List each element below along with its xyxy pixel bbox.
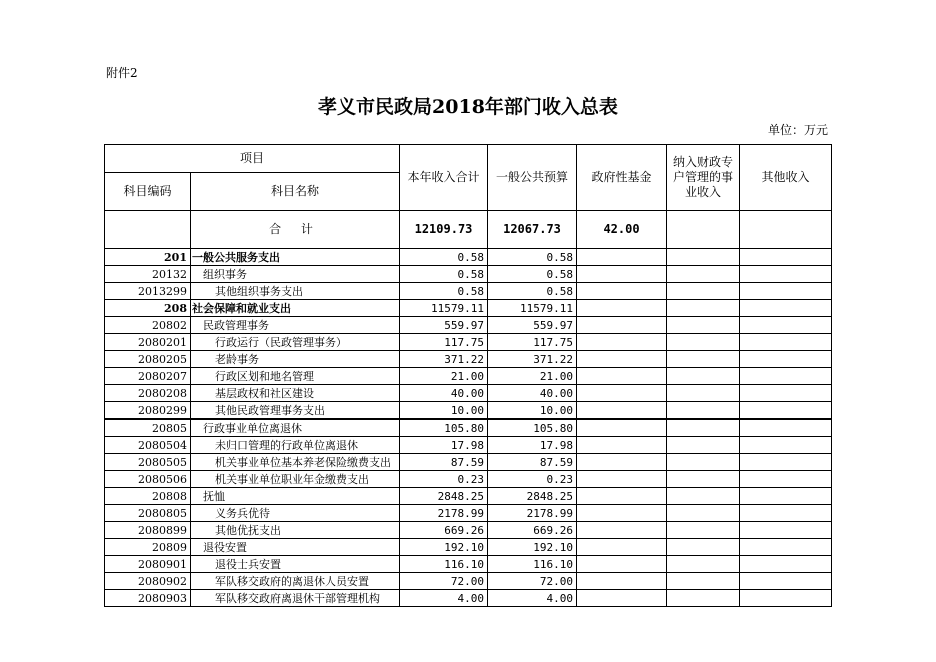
row-general-budget: 116.10 <box>488 556 577 573</box>
row-name: 抚恤 <box>191 488 400 505</box>
row-code: 2080205 <box>105 351 191 368</box>
row-code: 2080902 <box>105 573 191 590</box>
row-general-budget: 669.26 <box>488 522 577 539</box>
table-row <box>105 437 832 454</box>
header-item: 项目 <box>105 145 400 173</box>
row-special-account <box>667 454 740 471</box>
header-total: 本年收入合计 <box>400 145 488 211</box>
row-code: 20808 <box>105 488 191 505</box>
page-title: 孝义市民政局2018年部门收入总表 <box>318 96 618 118</box>
row-total: 117.75 <box>400 334 488 351</box>
row-total: 0.58 <box>400 283 488 300</box>
row-other-income <box>740 471 832 488</box>
revenue-table <box>104 144 832 607</box>
row-general-budget: 2178.99 <box>488 505 577 522</box>
row-total: 2178.99 <box>400 505 488 522</box>
total-label: 合 计 <box>191 211 400 249</box>
row-total: 371.22 <box>400 351 488 368</box>
row-gov-fund <box>577 488 667 505</box>
row-other-income <box>740 402 832 420</box>
row-other-income <box>740 590 832 607</box>
row-other-income <box>740 454 832 471</box>
row-special-account <box>667 539 740 556</box>
table-row <box>105 573 832 590</box>
row-name: 机关事业单位职业年金缴费支出 <box>191 471 400 488</box>
table-row <box>105 317 832 334</box>
table-row <box>105 505 832 522</box>
row-other-income <box>740 522 832 539</box>
row-name: 义务兵优待 <box>191 505 400 522</box>
table-row <box>105 419 832 437</box>
row-total: 2848.25 <box>400 488 488 505</box>
row-total: 116.10 <box>400 556 488 573</box>
row-gov-fund <box>577 454 667 471</box>
attachment-label: 附件2 <box>106 66 138 80</box>
row-gov-fund <box>577 505 667 522</box>
row-general-budget: 11579.11 <box>488 300 577 317</box>
row-gov-fund <box>577 437 667 454</box>
row-name: 军队移交政府离退休干部管理机构 <box>191 590 400 607</box>
row-name: 组织事务 <box>191 266 400 283</box>
row-total: 87.59 <box>400 454 488 471</box>
table-row <box>105 471 832 488</box>
row-code: 2080504 <box>105 437 191 454</box>
row-special-account <box>667 351 740 368</box>
row-general-budget: 21.00 <box>488 368 577 385</box>
table-row <box>105 300 832 317</box>
row-name: 一般公共服务支出 <box>191 249 400 266</box>
row-code: 2080899 <box>105 522 191 539</box>
row-code: 2013299 <box>105 283 191 300</box>
row-gov-fund <box>577 419 667 437</box>
total-sum: 12109.73 <box>400 211 488 249</box>
total-gov-fund: 42.00 <box>577 211 667 249</box>
row-special-account <box>667 471 740 488</box>
total-code-cell <box>105 211 191 249</box>
header-gov-fund: 政府性基金 <box>577 145 667 211</box>
row-gov-fund <box>577 471 667 488</box>
row-special-account <box>667 488 740 505</box>
row-general-budget: 0.58 <box>488 283 577 300</box>
table-row <box>105 522 832 539</box>
row-total: 105.80 <box>400 419 488 437</box>
table-row <box>105 385 832 402</box>
row-name: 退役安置 <box>191 539 400 556</box>
row-general-budget: 192.10 <box>488 539 577 556</box>
row-name: 基层政权和社区建设 <box>191 385 400 402</box>
row-code: 2080208 <box>105 385 191 402</box>
row-code: 20132 <box>105 266 191 283</box>
total-other-income <box>740 211 832 249</box>
row-general-budget: 40.00 <box>488 385 577 402</box>
row-name: 其他民政管理事务支出 <box>191 402 400 420</box>
row-total: 0.58 <box>400 249 488 266</box>
row-special-account <box>667 334 740 351</box>
row-special-account <box>667 590 740 607</box>
row-code: 2080901 <box>105 556 191 573</box>
total-general-budget: 12067.73 <box>488 211 577 249</box>
row-other-income <box>740 505 832 522</box>
row-general-budget: 0.58 <box>488 249 577 266</box>
row-gov-fund <box>577 351 667 368</box>
row-special-account <box>667 283 740 300</box>
row-special-account <box>667 249 740 266</box>
row-name: 退役士兵安置 <box>191 556 400 573</box>
row-total: 40.00 <box>400 385 488 402</box>
row-gov-fund <box>577 249 667 266</box>
row-total: 192.10 <box>400 539 488 556</box>
row-total: 0.23 <box>400 471 488 488</box>
row-name: 行政事业单位离退休 <box>191 419 400 437</box>
row-gov-fund <box>577 573 667 590</box>
row-special-account <box>667 522 740 539</box>
row-code: 2080505 <box>105 454 191 471</box>
row-total: 559.97 <box>400 317 488 334</box>
row-other-income <box>740 556 832 573</box>
row-name: 其他优抚支出 <box>191 522 400 539</box>
row-general-budget: 559.97 <box>488 317 577 334</box>
row-other-income <box>740 317 832 334</box>
row-code: 2080805 <box>105 505 191 522</box>
table-row <box>105 488 832 505</box>
row-special-account <box>667 419 740 437</box>
header-other-income: 其他收入 <box>740 145 832 211</box>
row-gov-fund <box>577 402 667 420</box>
row-name: 其他组织事务支出 <box>191 283 400 300</box>
row-other-income <box>740 488 832 505</box>
row-total: 4.00 <box>400 590 488 607</box>
row-total: 11579.11 <box>400 300 488 317</box>
row-special-account <box>667 385 740 402</box>
table-row <box>105 334 832 351</box>
row-gov-fund <box>577 266 667 283</box>
row-special-account <box>667 300 740 317</box>
header-name: 科目名称 <box>191 173 400 211</box>
row-other-income <box>740 351 832 368</box>
row-code: 2080207 <box>105 368 191 385</box>
unit-label: 单位：万元 <box>767 123 828 137</box>
row-code: 2080903 <box>105 590 191 607</box>
row-general-budget: 10.00 <box>488 402 577 420</box>
header-code: 科目编码 <box>105 173 191 211</box>
row-special-account <box>667 402 740 420</box>
row-other-income <box>740 539 832 556</box>
row-name: 未归口管理的行政单位离退休 <box>191 437 400 454</box>
row-other-income <box>740 334 832 351</box>
row-general-budget: 17.98 <box>488 437 577 454</box>
row-gov-fund <box>577 300 667 317</box>
row-gov-fund <box>577 334 667 351</box>
table-row <box>105 266 832 283</box>
total-special-account <box>667 211 740 249</box>
row-total: 669.26 <box>400 522 488 539</box>
row-code: 2080201 <box>105 334 191 351</box>
row-special-account <box>667 573 740 590</box>
row-name: 行政区划和地名管理 <box>191 368 400 385</box>
row-other-income <box>740 368 832 385</box>
row-gov-fund <box>577 539 667 556</box>
row-special-account <box>667 556 740 573</box>
row-total: 72.00 <box>400 573 488 590</box>
row-other-income <box>740 385 832 402</box>
row-name: 行政运行（民政管理事务） <box>191 334 400 351</box>
row-special-account <box>667 266 740 283</box>
row-general-budget: 0.58 <box>488 266 577 283</box>
row-other-income <box>740 437 832 454</box>
row-gov-fund <box>577 385 667 402</box>
row-general-budget: 2848.25 <box>488 488 577 505</box>
row-name: 军队移交政府的离退休人员安置 <box>191 573 400 590</box>
row-general-budget: 117.75 <box>488 334 577 351</box>
table-row <box>105 454 832 471</box>
table-row <box>105 539 832 556</box>
row-other-income <box>740 283 832 300</box>
table-row <box>105 368 832 385</box>
row-special-account <box>667 368 740 385</box>
row-special-account <box>667 505 740 522</box>
row-code: 208 <box>105 300 191 317</box>
row-special-account <box>667 317 740 334</box>
header-general-budget: 一般公共预算 <box>488 145 577 211</box>
table-row <box>105 249 832 266</box>
row-code: 20809 <box>105 539 191 556</box>
total-row <box>105 211 832 249</box>
row-general-budget: 0.23 <box>488 471 577 488</box>
row-special-account <box>667 437 740 454</box>
row-code: 201 <box>105 249 191 266</box>
table-row <box>105 351 832 368</box>
row-name: 民政管理事务 <box>191 317 400 334</box>
table-row <box>105 590 832 607</box>
row-code: 2080299 <box>105 402 191 420</box>
row-gov-fund <box>577 368 667 385</box>
row-gov-fund <box>577 556 667 573</box>
row-other-income <box>740 266 832 283</box>
row-general-budget: 87.59 <box>488 454 577 471</box>
row-general-budget: 72.00 <box>488 573 577 590</box>
row-other-income <box>740 249 832 266</box>
row-gov-fund <box>577 590 667 607</box>
table-row <box>105 556 832 573</box>
row-name: 机关事业单位基本养老保险缴费支出 <box>191 454 400 471</box>
row-total: 10.00 <box>400 402 488 420</box>
row-gov-fund <box>577 522 667 539</box>
table-row <box>105 283 832 300</box>
row-total: 21.00 <box>400 368 488 385</box>
row-name: 老龄事务 <box>191 351 400 368</box>
row-other-income <box>740 419 832 437</box>
row-code: 20802 <box>105 317 191 334</box>
row-total: 0.58 <box>400 266 488 283</box>
row-other-income <box>740 573 832 590</box>
row-general-budget: 371.22 <box>488 351 577 368</box>
row-other-income <box>740 300 832 317</box>
row-general-budget: 4.00 <box>488 590 577 607</box>
table-row <box>105 402 832 420</box>
row-code: 20805 <box>105 419 191 437</box>
row-name: 社会保障和就业支出 <box>191 300 400 317</box>
row-gov-fund <box>577 283 667 300</box>
header-special-account: 纳入财政专户管理的事业收入 <box>667 145 740 211</box>
row-general-budget: 105.80 <box>488 419 577 437</box>
row-total: 17.98 <box>400 437 488 454</box>
row-code: 2080506 <box>105 471 191 488</box>
row-gov-fund <box>577 317 667 334</box>
